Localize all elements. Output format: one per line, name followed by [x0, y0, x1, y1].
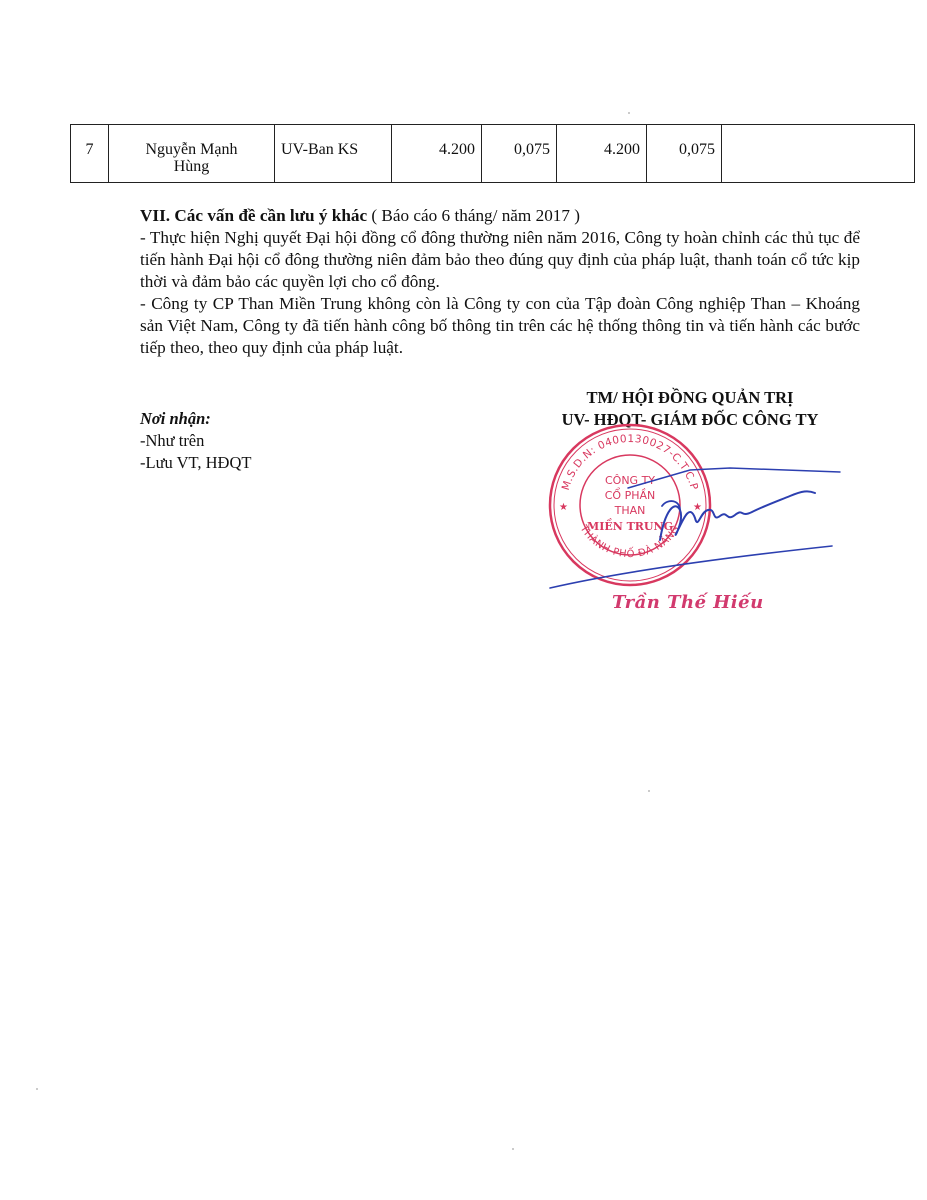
seal-star-icon: ★: [559, 502, 568, 513]
ratio-end: 0,075: [647, 125, 722, 183]
member-name-line2: Hùng: [173, 158, 210, 175]
section-paragraph-2: - Công ty CP Than Miền Trung không còn là Công ty con của Tập đoàn Công nghiệp Than – Khoáng sản Việt Nam, Công ty đã tiến hành công bố thông tin trên các hệ thống thông tin và tiến hành các bước tiếp theo, theo quy định của pháp luật.: [140, 294, 860, 357]
section-heading: [140, 205, 860, 227]
member-position: UV-Ban KS: [275, 125, 392, 183]
recipients-block: [140, 408, 251, 474]
scan-speck: [628, 112, 630, 114]
seal-center-line2: CỔ PHẦN: [604, 489, 656, 502]
seal-center-line4: MIỀN TRUNG: [587, 520, 673, 533]
seal-ring-top: M.S.D.N: 0400130027-C.T.C.P: [559, 432, 701, 492]
scan-speck: [648, 790, 650, 792]
seal-star-icon: ★: [693, 502, 702, 513]
shareholding-table: [70, 124, 915, 183]
ratio-start: 0,075: [482, 125, 557, 183]
shares-start: 4.200: [392, 125, 482, 183]
recipients-label: Nơi nhận:: [140, 409, 211, 428]
member-name: [109, 125, 275, 183]
seal-center-line3: THAN: [614, 504, 646, 517]
shares-end: 4.200: [557, 125, 647, 183]
signature-title-line2: UV- HĐQT- GIÁM ĐỐC CÔNG TY: [561, 410, 819, 429]
section-paragraph-1: - Thực hiện Nghị quyết Đại hội đồng cổ đông thường niên năm 2016, Công ty hoàn chỉnh các thủ tục để tiến hành Đại hội cổ đông thường niên đảm bảo theo đúng quy định của pháp luật, thanh toán cổ tức kịp thời và đảm bảo các quyền lợi cho cổ đông.: [140, 228, 860, 291]
signer-name: Trần Thế Hiếu: [612, 592, 764, 613]
recipient-item: -Lưu VT, HĐQT: [140, 453, 252, 472]
member-name-line1: Nguyễn Mạnh: [145, 141, 238, 158]
scan-speck: [512, 1148, 514, 1150]
seal-ring-bottom: THÀNH PHỐ ĐÀ NẴNG: [577, 523, 683, 561]
recipient-item: -Như trên: [140, 431, 205, 450]
section-seven: [140, 205, 860, 359]
signature-title-line1: TM/ HỘI ĐỒNG QUẢN TRỊ: [586, 388, 794, 407]
section-heading-bold: VII. Các vấn đề cần lưu ý khác: [140, 206, 368, 225]
table-row: [71, 125, 915, 183]
seal-center-line1: CÔNG TY: [604, 474, 656, 487]
handwritten-signature: [540, 460, 890, 600]
section-heading-note: ( Báo cáo 6 tháng/ năm 2017 ): [367, 206, 580, 225]
row-number: 7: [71, 125, 109, 183]
note-cell: [722, 125, 915, 183]
scan-speck: [36, 1088, 38, 1090]
